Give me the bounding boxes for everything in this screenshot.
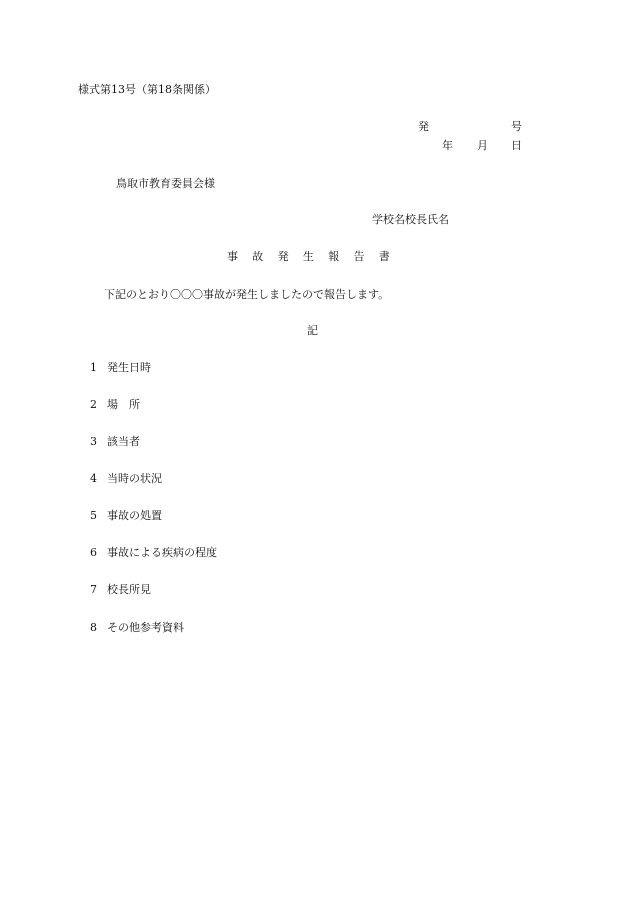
issue-number-line: [418, 121, 522, 133]
intro-text: 下記のとおり〇〇〇事故が発生しましたので報告します。: [104, 288, 390, 301]
item-label: 事故による疾病の程度: [107, 546, 217, 559]
ki-heading: 記: [307, 324, 318, 337]
date-month: 月: [477, 139, 488, 152]
item-number: 7: [90, 583, 97, 596]
issue-prefix: 発: [418, 120, 429, 133]
item-label: その他参考資料: [107, 621, 184, 634]
item-number: 3: [90, 435, 97, 448]
item-number: 4: [90, 472, 97, 485]
document-title: 事故発生報告書: [227, 250, 405, 263]
date-day: 日: [511, 139, 522, 152]
item-label: 場 所: [107, 398, 140, 411]
date-year: 年: [442, 139, 453, 152]
item-label: 校長所見: [107, 583, 151, 596]
addressee: 鳥取市教育委員会様: [116, 177, 215, 190]
item-number: 8: [90, 621, 97, 634]
item-number: 1: [90, 361, 97, 374]
item-number: 5: [90, 509, 97, 522]
item-label: 発生日時: [107, 361, 151, 374]
sender: 学校名校長氏名: [372, 213, 449, 226]
item-number: 2: [90, 398, 97, 411]
item-number: 6: [90, 546, 97, 559]
date-line: [442, 140, 522, 152]
item-label: 当時の状況: [107, 472, 162, 485]
form-number: 様式第13号（第18条関係）: [78, 83, 216, 96]
item-label: 該当者: [107, 435, 140, 448]
item-label: 事故の処置: [107, 509, 162, 522]
issue-suffix: 号: [511, 120, 522, 133]
